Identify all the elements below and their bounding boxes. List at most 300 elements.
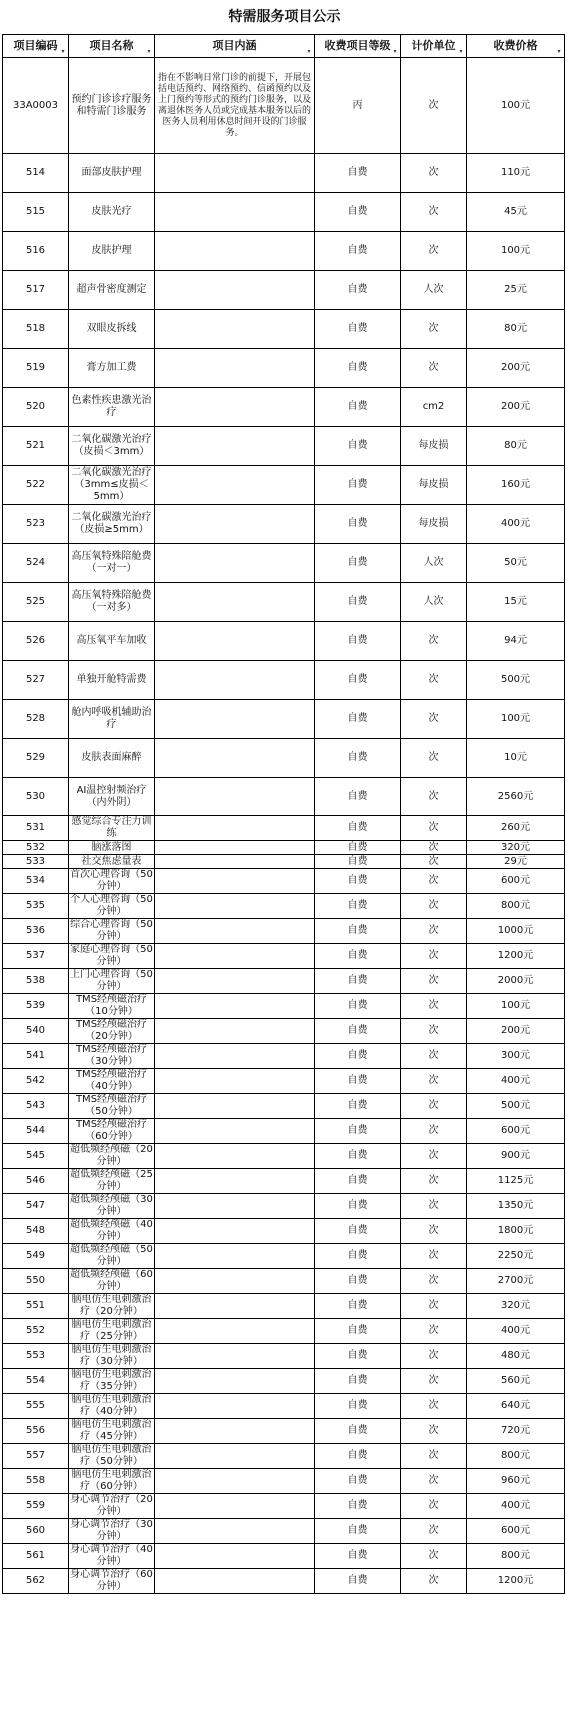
cell-grade: 自费	[315, 1019, 401, 1044]
cell-name: 脑电仿生电刺激治疗（60分钟）	[69, 1469, 155, 1494]
cell-grade: 自费	[315, 622, 401, 661]
cell-grade: 自费	[315, 919, 401, 944]
cell-name: 脑电仿生电刺激治疗（20分钟）	[69, 1294, 155, 1319]
cell-name: 色素性疾患激光治疗	[69, 388, 155, 427]
cell-desc	[155, 1044, 315, 1069]
table-row	[3, 778, 565, 816]
header-grade[interactable]: 收费项目等级 ▾	[315, 35, 401, 58]
cell-price: 800元	[467, 894, 565, 919]
table-row	[3, 1119, 565, 1144]
cell-grade: 自费	[315, 349, 401, 388]
filter-dropdown-icon[interactable]: ▾	[557, 48, 561, 55]
cell-code: 520	[3, 388, 69, 427]
cell-unit: 次	[401, 1069, 467, 1094]
cell-name: 预约门诊诊疗服务和特需门诊服务	[69, 58, 155, 154]
cell-code: 548	[3, 1219, 69, 1244]
cell-desc	[155, 193, 315, 232]
table-row	[3, 349, 565, 388]
cell-name: 超低频经颅磁（50分钟）	[70, 1244, 153, 1267]
cell-unit: 次	[401, 1119, 467, 1144]
cell-desc	[155, 1319, 315, 1344]
cell-desc	[155, 271, 315, 310]
cell-code: 543	[3, 1094, 69, 1119]
cell-code: 527	[3, 661, 69, 700]
cell-grade: 自费	[315, 894, 401, 919]
cell-desc	[155, 1294, 315, 1319]
cell-name: 首次心理咨询（50分钟）	[70, 869, 153, 892]
cell-unit: 次	[401, 1369, 467, 1394]
cell-unit: 次	[401, 1394, 467, 1419]
cell-unit: 次	[401, 1569, 467, 1594]
cell-desc	[155, 894, 315, 919]
cell-price: 640元	[467, 1394, 565, 1419]
filter-dropdown-icon[interactable]: ▾	[61, 48, 65, 55]
header-desc[interactable]: 项目内涵 ▾	[155, 35, 315, 58]
cell-name: 脑电仿生电刺激治疗（35分钟）	[69, 1369, 155, 1394]
cell-desc	[155, 1119, 315, 1144]
cell-code: 533	[3, 855, 69, 869]
cell-name: AI温控射频治疗（内外阴）	[69, 778, 155, 816]
table-row	[3, 427, 565, 466]
table-row	[3, 388, 565, 427]
cell-grade: 自费	[315, 1569, 401, 1594]
cell-unit: 次	[401, 1269, 467, 1294]
cell-code: 545	[3, 1144, 69, 1169]
cell-code: 514	[3, 154, 69, 193]
table-row	[3, 505, 565, 544]
cell-grade: 自费	[315, 1369, 401, 1394]
cell-grade: 自费	[315, 1144, 401, 1169]
cell-name: 二氧化碳激光治疗（皮损＜3mm）	[69, 427, 155, 466]
cell-name: 脑电仿生电刺激治疗（50分钟）	[69, 1444, 155, 1469]
cell-grade: 自费	[315, 661, 401, 700]
cell-code: 529	[3, 739, 69, 778]
cell-price: 1200元	[467, 944, 565, 969]
cell-price: 80元	[467, 310, 565, 349]
cell-price: 260元	[467, 816, 565, 841]
cell-grade: 自费	[315, 1494, 401, 1519]
cell-code: 561	[3, 1544, 69, 1569]
filter-dropdown-icon[interactable]: ▾	[147, 48, 151, 55]
table-row	[3, 1094, 565, 1119]
table-row	[3, 894, 565, 919]
cell-desc	[155, 1019, 315, 1044]
cell-grade: 自费	[315, 1094, 401, 1119]
cell-unit: 次	[401, 778, 467, 816]
cell-name: 超声骨密度测定	[69, 271, 155, 310]
cell-unit: 次	[401, 661, 467, 700]
cell-name: 脑涨落图	[69, 841, 155, 855]
cell-unit: 次	[401, 1094, 467, 1119]
table-row	[3, 544, 565, 583]
table-row	[3, 1294, 565, 1319]
cell-desc	[155, 349, 315, 388]
cell-price: 10元	[467, 739, 565, 778]
cell-desc	[155, 1469, 315, 1494]
cell-desc	[155, 1369, 315, 1394]
cell-price: 1200元	[467, 1569, 565, 1594]
cell-grade: 自费	[315, 969, 401, 994]
cell-name: 脑电仿生电刺激治疗（25分钟）	[69, 1319, 155, 1344]
cell-desc	[155, 388, 315, 427]
cell-desc	[155, 505, 315, 544]
cell-name: 超低频经颅磁（60分钟）	[70, 1269, 153, 1292]
cell-price: 320元	[467, 841, 565, 855]
cell-grade: 自费	[315, 1344, 401, 1369]
cell-unit: 次	[401, 1019, 467, 1044]
cell-desc	[155, 1344, 315, 1369]
cell-code: 556	[3, 1419, 69, 1444]
cell-name: 超低频经颅磁（30分钟）	[70, 1194, 153, 1217]
header-unit[interactable]: 计价单位 ▾	[401, 35, 467, 58]
cell-name: 皮肤光疗	[69, 193, 155, 232]
cell-price: 400元	[467, 1069, 565, 1094]
cell-grade: 自费	[315, 1444, 401, 1469]
cell-code: 562	[3, 1569, 69, 1594]
cell-desc	[155, 869, 315, 894]
cell-price: 2000元	[467, 969, 565, 994]
cell-name: 超低频经颅磁（25分钟）	[70, 1169, 153, 1192]
table-row	[3, 1369, 565, 1394]
cell-code: 538	[3, 969, 69, 994]
cell-unit: 次	[401, 1144, 467, 1169]
table-row	[3, 1469, 565, 1494]
cell-unit: 次	[401, 700, 467, 739]
cell-unit: 次	[401, 869, 467, 894]
cell-price: 400元	[467, 505, 565, 544]
cell-price: 29元	[467, 855, 565, 869]
cell-desc	[155, 310, 315, 349]
cell-unit: 次	[401, 1344, 467, 1369]
table-row	[3, 154, 565, 193]
cell-desc	[155, 232, 315, 271]
cell-desc	[155, 994, 315, 1019]
table-row	[3, 994, 565, 1019]
cell-grade: 丙	[315, 58, 401, 154]
cell-name: TMS经颅磁治疗（50分钟）	[69, 1094, 155, 1119]
cell-desc	[155, 1194, 315, 1219]
cell-price: 480元	[467, 1344, 565, 1369]
cell-grade: 自费	[315, 816, 401, 841]
cell-name: 双眼皮拆线	[69, 310, 155, 349]
cell-price: 2250元	[467, 1244, 565, 1269]
cell-code: 33A0003	[3, 58, 69, 154]
cell-grade: 自费	[315, 778, 401, 816]
table-row	[3, 466, 565, 505]
cell-code: 541	[3, 1044, 69, 1069]
filter-dropdown-icon[interactable]: ▾	[393, 48, 397, 55]
cell-desc	[155, 919, 315, 944]
cell-price: 800元	[467, 1544, 565, 1569]
cell-desc	[155, 1169, 315, 1194]
cell-price: 94元	[467, 622, 565, 661]
cell-grade: 自费	[315, 505, 401, 544]
table-row	[3, 1194, 565, 1219]
cell-code: 547	[3, 1194, 69, 1219]
cell-unit: 次	[401, 1519, 467, 1544]
cell-desc	[155, 1069, 315, 1094]
cell-unit: 次	[401, 1319, 467, 1344]
table-row	[3, 1569, 565, 1594]
cell-price: 200元	[467, 1019, 565, 1044]
cell-price: 15元	[467, 583, 565, 622]
cell-code: 519	[3, 349, 69, 388]
cell-desc	[155, 1244, 315, 1269]
cell-price: 720元	[467, 1419, 565, 1444]
cell-desc	[155, 427, 315, 466]
cell-unit: 次	[401, 622, 467, 661]
cell-name: 脑电仿生电刺激治疗（40分钟）	[69, 1394, 155, 1419]
table-row	[3, 58, 565, 154]
cell-code: 518	[3, 310, 69, 349]
table-row	[3, 1494, 565, 1519]
table-body	[3, 58, 565, 1594]
cell-code: 530	[3, 778, 69, 816]
cell-grade: 自费	[315, 944, 401, 969]
cell-code: 516	[3, 232, 69, 271]
cell-desc	[155, 1144, 315, 1169]
cell-desc	[155, 1444, 315, 1469]
cell-name: 家庭心理咨询（50分钟）	[70, 944, 153, 967]
cell-name: 超低频经颅磁（40分钟）	[70, 1219, 153, 1242]
cell-code: 534	[3, 869, 69, 894]
cell-grade: 自费	[315, 1469, 401, 1494]
cell-code: 523	[3, 505, 69, 544]
cell-grade: 自费	[315, 1519, 401, 1544]
header-price[interactable]: 收费价格 ▾	[467, 35, 565, 58]
cell-code: 557	[3, 1444, 69, 1469]
cell-grade: 自费	[315, 388, 401, 427]
cell-desc	[155, 1569, 315, 1594]
cell-code: 551	[3, 1294, 69, 1319]
header-row	[3, 35, 565, 58]
cell-code: 539	[3, 994, 69, 1019]
table-row	[3, 271, 565, 310]
cell-name: 二氧化碳激光治疗（皮损≥5mm）	[69, 505, 155, 544]
cell-grade: 自费	[315, 193, 401, 232]
table-row	[3, 841, 565, 855]
cell-desc	[155, 944, 315, 969]
cell-name: 单独开舱特需费	[69, 661, 155, 700]
cell-price: 300元	[467, 1044, 565, 1069]
cell-grade: 自费	[315, 1269, 401, 1294]
cell-unit: 次	[401, 58, 467, 154]
cell-price: 320元	[467, 1294, 565, 1319]
cell-desc	[155, 969, 315, 994]
cell-name: 身心调节治疗（20分钟）	[70, 1494, 153, 1517]
cell-unit: 次	[401, 1044, 467, 1069]
cell-desc	[155, 466, 315, 505]
cell-code: 558	[3, 1469, 69, 1494]
cell-code: 542	[3, 1069, 69, 1094]
page-title: 特需服务项目公示	[228, 9, 341, 25]
cell-grade: 自费	[315, 1294, 401, 1319]
cell-code: 525	[3, 583, 69, 622]
cell-name: 身心调节治疗（60分钟）	[70, 1569, 153, 1592]
cell-name: 个人心理咨询（50分钟）	[70, 894, 153, 917]
table-row	[3, 1069, 565, 1094]
cell-price: 400元	[467, 1319, 565, 1344]
cell-desc	[155, 778, 315, 816]
cell-unit: 次	[401, 1169, 467, 1194]
table-row	[3, 1444, 565, 1469]
cell-desc	[155, 1269, 315, 1294]
filter-dropdown-icon[interactable]: ▾	[307, 48, 311, 55]
cell-code: 553	[3, 1344, 69, 1369]
cell-name: 二氧化碳激光治疗（3mm≤皮损＜5mm）	[69, 466, 155, 505]
cell-unit: 次	[401, 1294, 467, 1319]
fee-table	[2, 34, 565, 1594]
cell-unit: 次	[401, 816, 467, 841]
cell-name: 舱内呼吸机辅助治疗	[69, 700, 155, 739]
table-row	[3, 1319, 565, 1344]
cell-grade: 自费	[315, 869, 401, 894]
cell-unit: 次	[401, 841, 467, 855]
cell-price: 960元	[467, 1469, 565, 1494]
cell-grade: 自费	[315, 700, 401, 739]
cell-grade: 自费	[315, 232, 401, 271]
table-row	[3, 944, 565, 969]
cell-name: 身心调节治疗（30分钟）	[70, 1519, 153, 1542]
cell-price: 200元	[467, 349, 565, 388]
cell-code: 528	[3, 700, 69, 739]
cell-name: 面部皮肤护理	[69, 154, 155, 193]
table-row	[3, 193, 565, 232]
cell-grade: 自费	[315, 583, 401, 622]
cell-unit: cm2	[401, 388, 467, 427]
cell-grade: 自费	[315, 427, 401, 466]
cell-name: TMS经颅磁治疗（40分钟）	[69, 1069, 155, 1094]
cell-price: 100元	[467, 58, 565, 154]
table-row	[3, 1044, 565, 1069]
cell-price: 50元	[467, 544, 565, 583]
cell-grade: 自费	[315, 310, 401, 349]
cell-unit: 次	[401, 1219, 467, 1244]
cell-grade: 自费	[315, 154, 401, 193]
cell-grade: 自费	[315, 271, 401, 310]
cell-price: 900元	[467, 1144, 565, 1169]
cell-price: 600元	[467, 869, 565, 894]
cell-price: 100元	[467, 232, 565, 271]
cell-unit: 次	[401, 1494, 467, 1519]
table-row	[3, 622, 565, 661]
cell-desc	[155, 583, 315, 622]
cell-code: 532	[3, 841, 69, 855]
cell-desc	[155, 816, 315, 841]
cell-unit: 次	[401, 1544, 467, 1569]
cell-name: 高压氧平车加收	[69, 622, 155, 661]
cell-price: 1000元	[467, 919, 565, 944]
cell-price: 45元	[467, 193, 565, 232]
table-row	[3, 1144, 565, 1169]
cell-price: 110元	[467, 154, 565, 193]
table-row	[3, 1519, 565, 1544]
cell-price: 2560元	[467, 778, 565, 816]
cell-code: 540	[3, 1019, 69, 1044]
cell-name: TMS经颅磁治疗（10分钟）	[69, 994, 155, 1019]
cell-name: 社交焦虑量表	[69, 855, 155, 869]
cell-unit: 次	[401, 994, 467, 1019]
cell-code: 550	[3, 1269, 69, 1294]
cell-grade: 自费	[315, 1394, 401, 1419]
cell-unit: 次	[401, 739, 467, 778]
table-row	[3, 1544, 565, 1569]
cell-price: 500元	[467, 1094, 565, 1119]
table-row	[3, 1244, 565, 1269]
cell-code: 544	[3, 1119, 69, 1144]
cell-unit: 次	[401, 969, 467, 994]
cell-grade: 自费	[315, 466, 401, 505]
cell-grade: 自费	[315, 855, 401, 869]
cell-grade: 自费	[315, 1044, 401, 1069]
cell-name: 高压氧特殊陪舱费（一对一）	[69, 544, 155, 583]
table-row	[3, 232, 565, 271]
table-row	[3, 583, 565, 622]
cell-name: 感觉综合专注力训练	[69, 816, 155, 841]
cell-unit: 次	[401, 919, 467, 944]
table-row	[3, 1169, 565, 1194]
cell-price: 400元	[467, 1494, 565, 1519]
cell-grade: 自费	[315, 1069, 401, 1094]
cell-price: 100元	[467, 994, 565, 1019]
cell-price: 600元	[467, 1119, 565, 1144]
cell-name: 综合心理咨询（50分钟）	[70, 919, 153, 942]
cell-grade: 自费	[315, 739, 401, 778]
cell-grade: 自费	[315, 994, 401, 1019]
cell-unit: 次	[401, 1419, 467, 1444]
header-name[interactable]: 项目名称 ▾	[69, 35, 155, 58]
cell-desc	[155, 622, 315, 661]
cell-grade: 自费	[315, 1169, 401, 1194]
cell-grade: 自费	[315, 1219, 401, 1244]
cell-price: 80元	[467, 427, 565, 466]
cell-desc	[155, 1544, 315, 1569]
cell-desc	[155, 1419, 315, 1444]
cell-unit: 次	[401, 1469, 467, 1494]
table-row	[3, 855, 565, 869]
table-row	[3, 1269, 565, 1294]
cell-desc	[155, 1394, 315, 1419]
cell-price: 160元	[467, 466, 565, 505]
cell-unit: 次	[401, 855, 467, 869]
table-row	[3, 919, 565, 944]
cell-code: 524	[3, 544, 69, 583]
cell-code: 526	[3, 622, 69, 661]
cell-unit: 次	[401, 349, 467, 388]
header-code[interactable]: 项目编码 ▾	[3, 35, 69, 58]
cell-name: 膏方加工费	[69, 349, 155, 388]
cell-price: 800元	[467, 1444, 565, 1469]
cell-grade: 自费	[315, 841, 401, 855]
cell-code: 555	[3, 1394, 69, 1419]
cell-desc: 指在不影响日常门诊的前提下，开展包括电话预约、网络预约、信函预约以及上门预约等形式的预约门诊服务，以及离退休医务人员或完成基本服务以后的医务人员利用休息时间开设的门诊服务。	[155, 58, 315, 154]
cell-desc	[155, 739, 315, 778]
cell-unit: 每皮损	[401, 427, 467, 466]
cell-unit: 人次	[401, 583, 467, 622]
table-row	[3, 1019, 565, 1044]
cell-code: 559	[3, 1494, 69, 1519]
table-row	[3, 869, 565, 894]
filter-dropdown-icon[interactable]: ▾	[459, 48, 463, 55]
cell-price: 100元	[467, 700, 565, 739]
cell-unit: 人次	[401, 544, 467, 583]
table-row	[3, 1419, 565, 1444]
cell-desc	[155, 1219, 315, 1244]
cell-grade: 自费	[315, 544, 401, 583]
cell-unit: 次	[401, 944, 467, 969]
cell-grade: 自费	[315, 1319, 401, 1344]
cell-desc	[155, 544, 315, 583]
